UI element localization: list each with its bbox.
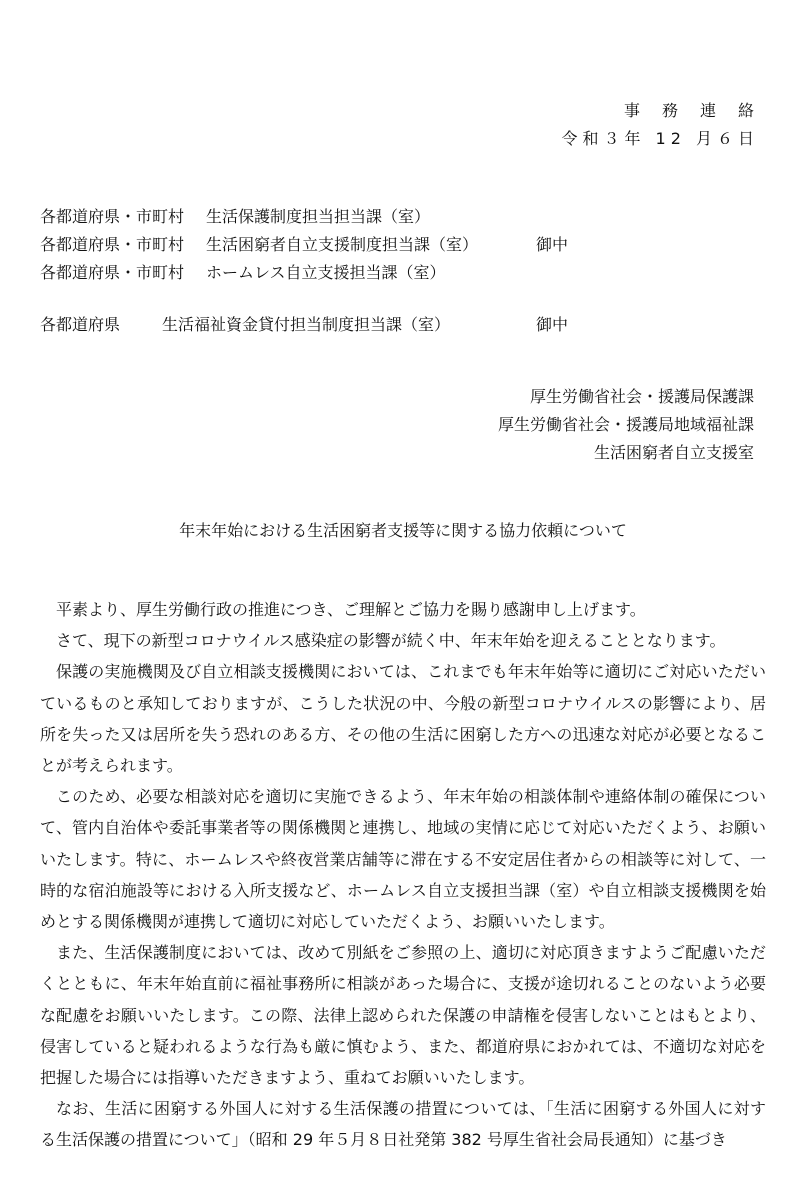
addressee-dept: 生活福祉資金貸付担当制度担当課（室）: [162, 315, 451, 334]
document-body: [40, 594, 766, 1156]
sender-line-2: 厚生労働省社会・援護局地域福祉課: [497, 415, 754, 434]
document-subject: 年末年始における生活困窮者支援等に関する協力依頼について: [179, 521, 627, 540]
body-paragraph-3: 保護の実施機関及び自立相談支援機関においては、これまでも年末年始等に適切にご対応いただいているものと承知しておりますが、こうした状況の中、今般の新型コロナウイルスの影響により、居所を失った又は居所を失う恐れのある方、その他の生活に困窮した方への迅速な対応が必要となることが考えられます。: [40, 662, 766, 776]
addressee-prefix: 各都道府県: [40, 315, 121, 334]
addressee-line-2: [40, 232, 478, 255]
addressee-prefix: 各都道府県・市町村: [40, 235, 185, 254]
addressee-line-4: [40, 312, 450, 335]
addressee-line-1: [40, 204, 430, 227]
body-paragraph-5: また、生活保護制度においては、改めて別紙をご参照の上、適切に対応頂きますようご配慮いただくとともに、年末年始直前に福祉事務所に相談があった場合に、支援が途切れることのないよう必要な配慮をお願いいたします。この際、法律上認められた保護の申請権を侵害しないことはもとより、侵害していると疑われるような行為も厳に慎むよう、また、都道府県におかれては、不適切な対応を把握した場合には指導いただきますよう、重ねてお願いいたします。: [40, 943, 766, 1088]
onchu-label: 御中: [536, 235, 569, 254]
sender-line-3: 生活困窮者自立支援室: [593, 443, 754, 462]
addressee-prefix: 各都道府県・市町村: [40, 263, 185, 282]
addressee-line-3: [40, 260, 446, 283]
body-paragraph-2: さて、現下の新型コロナウイルス感染症の影響が続く中、年末年始を迎えることとなります。: [56, 631, 726, 651]
body-paragraph-4: このため、必要な相談対応を適切に実施できるよう、年末年始の相談体制や連絡体制の確保について、管内自治体や委託事業者等の関係機関と連携し、地域の実情に応じて対応いただくよう、お願いいたします。特に、ホームレスや終夜営業店舗等に滞在する不安定居住者からの相談等に対して、一時的な宿泊施設等における入所支援など、ホームレス自立支援担当課（室）や自立相談支援機関を始めとする関係機関が連携して適切に対応していただくよう、お願いいたします。: [40, 787, 766, 932]
addressee-dept: ホームレス自立支援担当課（室）: [206, 263, 446, 282]
body-paragraph-6: なお、生活に困窮する外国人に対する生活保護の措置については、「生活に困窮する外国人に対する生活保護の措置について」（昭和 29 年５月８日社発第 382 号厚生省社会局長通知）に基づき: [40, 1099, 766, 1150]
sender-line-1: 厚生労働省社会・援護局保護課: [529, 387, 754, 406]
document-date: 令和３年 12 月６日: [561, 129, 759, 148]
body-paragraph-1: 平素より、厚生労働行政の推進につき、ご理解とご協力を賜り感謝申し上げます。: [56, 600, 646, 619]
addressee-dept: 生活保護制度担当担当課（室）: [206, 207, 431, 226]
addressee-prefix: 各都道府県・市町村: [40, 207, 185, 226]
addressee-dept: 生活困窮者自立支援制度担当課（室）: [206, 235, 479, 254]
onchu-label: 御中: [536, 315, 569, 334]
document-type: 事務連絡: [623, 101, 776, 120]
